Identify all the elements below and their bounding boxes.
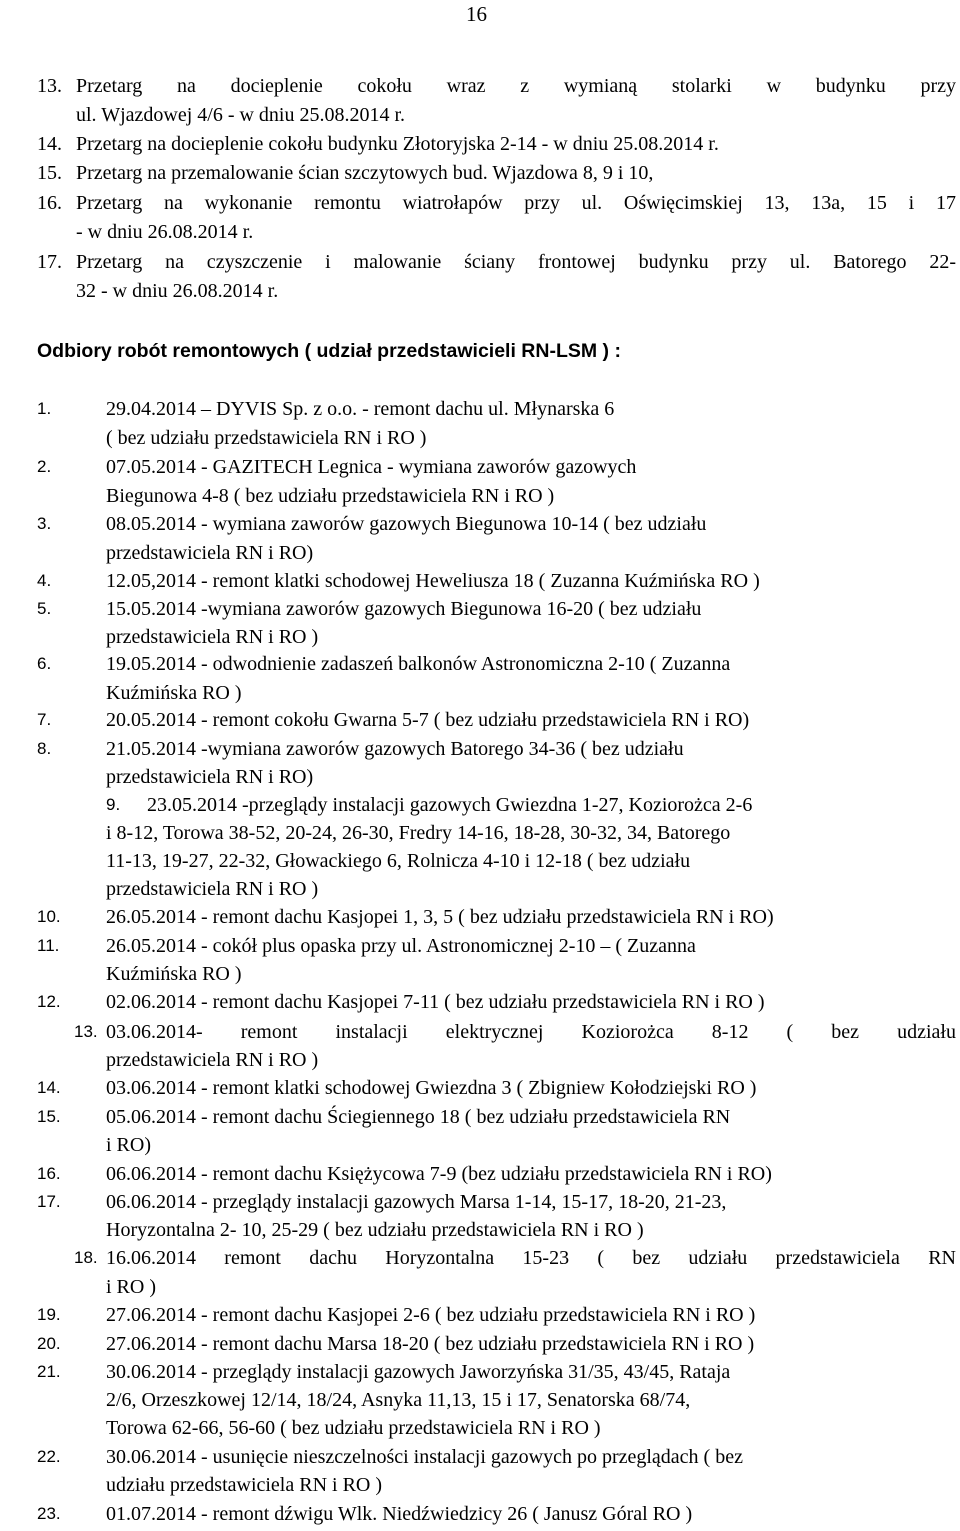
list-item-number: 15. <box>37 162 62 184</box>
list-item-number: 5. <box>37 599 52 618</box>
list-item-text: Przetarg na wykonanie remontu wiatrołapów przy ul. Oświęcimskiej 13, 13a, 15 i 17 <box>76 192 956 214</box>
list-item-number: 12. <box>37 992 61 1011</box>
list-item-text: 12.05,2014 - remont klatki schodowej Heweliusza 18 ( Zuzanna Kuźmińska RO ) <box>106 570 760 592</box>
list-item-number: 7. <box>37 710 52 729</box>
list-item-text: i 8-12, Torowa 38-52, 20-24, 26-30, Fredry 14-16, 18-28, 30-32, 34, Batorego <box>106 822 731 844</box>
list-item-text: 11-13, 19-27, 22-32, Głowackiego 6, Rolnicza 4-10 i 12-18 ( bez udziału <box>106 850 691 872</box>
list-item-number: 17. <box>37 1192 61 1211</box>
list-item-text: 19.05.2014 - odwodnienie zadaszeń balkonów Astronomiczna 2-10 ( Zuzanna <box>106 653 731 675</box>
list-item-number: 14. <box>37 133 62 155</box>
list-item-text: 2/6, Orzeszkowej 12/14, 18/24, Asnyka 11,13, 15 i 17, Senatorska 68/74, <box>106 1389 691 1411</box>
list-item-text: 29.04.2014 – DYVIS Sp. z o.o. - remont dachu ul. Młynarska 6 <box>106 398 615 420</box>
section-heading: Odbiory robót remontowych ( udział przedstawicieli RN-LSM ) : <box>37 340 621 362</box>
list-item-number: 10. <box>37 907 61 926</box>
list-item-text: 26.05.2014 - remont dachu Kasjopei 1, 3, 5 ( bez udziału przedstawiciela RN i RO) <box>106 906 774 928</box>
list-item-text: Kuźmińska RO ) <box>106 963 242 985</box>
list-item-text: ul. Wjazdowej 4/6 - w dniu 25.08.2014 r. <box>76 104 406 126</box>
list-item-text: 07.05.2014 - GAZITECH Legnica - wymiana zaworów gazowych <box>106 456 637 478</box>
list-item-number: 18. <box>74 1248 98 1267</box>
list-item-text: Biegunowa 4-8 ( bez udziału przedstawiciela RN i RO ) <box>106 485 555 507</box>
list-item-number: 16. <box>37 192 62 214</box>
list-item-number: 15. <box>37 1107 61 1126</box>
list-item-text: przedstawiciela RN i RO) <box>106 542 314 564</box>
list-item-text: 05.06.2014 - remont dachu Ściegiennego 18 ( bez udziału przedstawiciela RN <box>106 1106 731 1128</box>
list-item-text: Przetarg na docieplenie cokołu wraz z wymianą stolarki w budynku przy <box>76 75 956 97</box>
list-item-number: 16. <box>37 1164 61 1183</box>
list-item-number: 11. <box>37 936 60 955</box>
list-item-number: 13. <box>74 1022 98 1041</box>
list-item-text: - w dniu 26.08.2014 r. <box>76 221 254 243</box>
list-item-number: 17. <box>37 251 62 273</box>
list-item-text: 03.06.2014 - remont klatki schodowej Gwiezdna 3 ( Zbigniew Kołodziejski RO ) <box>106 1077 757 1099</box>
list-item-text: Horyzontalna 2- 10, 25-29 ( bez udziału przedstawiciela RN i RO ) <box>106 1219 644 1241</box>
page-number: 16 <box>466 2 487 26</box>
list-item-number: 19. <box>37 1305 61 1324</box>
list-item-number: 9. <box>106 795 121 814</box>
list-item-text: Przetarg na docieplenie cokołu budynku Złotoryjska 2-14 - w dniu 25.08.2014 r. <box>76 133 719 155</box>
list-item-text: Kuźmińska RO ) <box>106 682 242 704</box>
list-item-text: 30.06.2014 - usunięcie nieszczelności instalacji gazowych po przeglądach ( bez <box>106 1446 743 1468</box>
list-item-text: Torowa 62-66, 56-60 ( bez udziału przedstawiciela RN i RO ) <box>106 1417 601 1439</box>
list-item-text: 32 - w dniu 26.08.2014 r. <box>76 280 279 302</box>
list-item-number: 4. <box>37 571 52 590</box>
list-item-text: 23.05.2014 -przeglądy instalacji gazowych Gwiezdna 1-27, Koziorożca 2-6 <box>147 794 753 816</box>
list-item-text: przedstawiciela RN i RO ) <box>106 878 319 900</box>
list-item-text: Przetarg na przemalowanie ścian szczytowych bud. Wjazdowa 8, 9 i 10, <box>76 162 654 184</box>
list-item-number: 13. <box>37 75 62 97</box>
list-item-text: przedstawiciela RN i RO ) <box>106 626 319 648</box>
list-item-text: 27.06.2014 - remont dachu Kasjopei 2-6 ( bez udziału przedstawiciela RN i RO ) <box>106 1304 756 1326</box>
list-item-number: 2. <box>37 457 52 476</box>
list-item-text: przedstawiciela RN i RO) <box>106 766 314 788</box>
list-item-number: 8. <box>37 739 52 758</box>
list-item-number: 21. <box>37 1362 61 1381</box>
list-item-text: 02.06.2014 - remont dachu Kasjopei 7-11 ( bez udziału przedstawiciela RN i RO ) <box>106 991 765 1013</box>
list-item-number: 3. <box>37 514 52 533</box>
list-item-text: Przetarg na czyszczenie i malowanie ściany frontowej budynku przy ul. Batorego 22- <box>76 251 956 273</box>
list-item-text: 03.06.2014- remont instalacji elektrycznej Koziorożca 8-12 ( bez udziału <box>106 1021 956 1043</box>
list-item-text: 30.06.2014 - przeglądy instalacji gazowych Jaworzyńska 31/35, 43/45, Rataja <box>106 1361 731 1383</box>
list-item-text: 26.05.2014 - cokół plus opaska przy ul. Astronomicznej 2-10 – ( Zuzanna <box>106 935 696 957</box>
list-item-text: 08.05.2014 - wymiana zaworów gazowych Biegunowa 10-14 ( bez udziału <box>106 513 707 535</box>
list-item-text: 01.07.2014 - remont dźwigu Wlk. Niedźwiedzicy 26 ( Janusz Góral RO ) <box>106 1503 693 1525</box>
list-item-number: 6. <box>37 654 52 673</box>
list-item-text: 15.05.2014 -wymiana zaworów gazowych Biegunowa 16-20 ( bez udziału <box>106 598 702 620</box>
list-item-text: i RO ) <box>106 1276 156 1298</box>
list-item-number: 14. <box>37 1078 61 1097</box>
list-item-text: ( bez udziału przedstawiciela RN i RO ) <box>106 427 427 449</box>
list-item-text: przedstawiciela RN i RO ) <box>106 1049 319 1071</box>
list-item-text: 20.05.2014 - remont cokołu Gwarna 5-7 ( bez udziału przedstawiciela RN i RO) <box>106 709 750 731</box>
list-item-number: 1. <box>37 399 52 418</box>
list-item-number: 23. <box>37 1504 61 1523</box>
list-item-number: 20. <box>37 1334 61 1353</box>
list-item-number: 22. <box>37 1447 61 1466</box>
list-item-text: udziału przedstawiciela RN i RO ) <box>106 1474 383 1496</box>
list-item-text: 06.06.2014 - remont dachu Księżycowa 7-9 (bez udziału przedstawiciela RN i RO) <box>106 1163 772 1185</box>
list-item-text: 27.06.2014 - remont dachu Marsa 18-20 ( bez udziału przedstawiciela RN i RO ) <box>106 1333 755 1355</box>
list-item-text: i RO) <box>106 1134 151 1156</box>
list-item-text: 21.05.2014 -wymiana zaworów gazowych Batorego 34-36 ( bez udziału <box>106 738 684 760</box>
list-item-text: 06.06.2014 - przeglądy instalacji gazowych Marsa 1-14, 15-17, 18-20, 21-23, <box>106 1191 727 1213</box>
list-item-text: 16.06.2014 remont dachu Horyzontalna 15-23 ( bez udziału przedstawiciela RN <box>106 1247 956 1269</box>
